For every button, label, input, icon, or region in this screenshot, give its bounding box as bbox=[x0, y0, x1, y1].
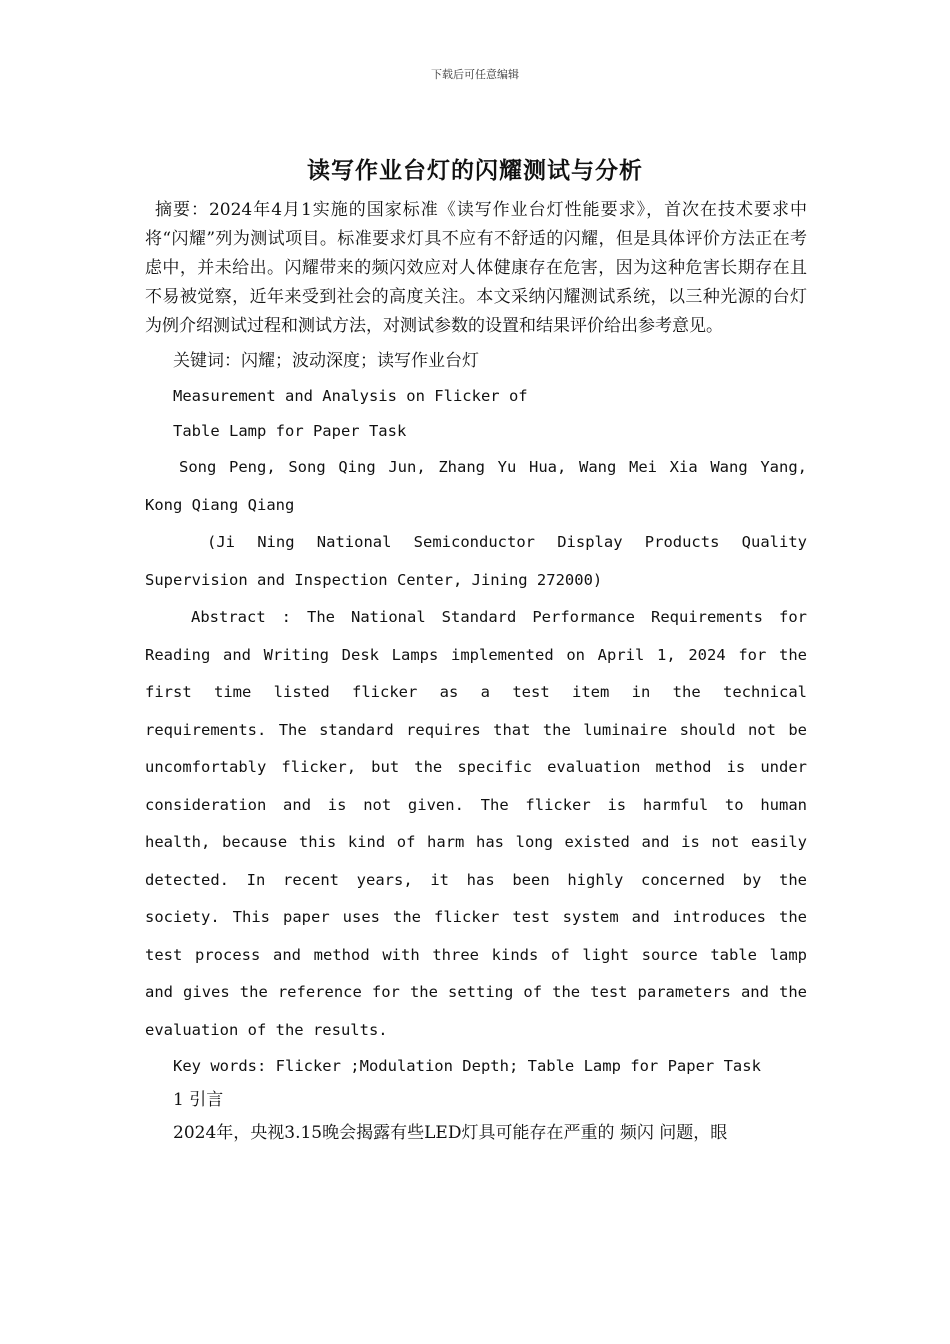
abstract-en: Abstract : The National Standard Performance Requirements for Reading and Writing Desk Lamps implemented on April 1, 2024 for the first time listed flicker as a test item in the technical requirements. The standard requires that the luminaire should not be uncomfortably flicker, but the specific evaluation method is under consideration and is not given. The flicker is harmful to human health, because this kind of harm has long existed and is not easily detected. In recent years, it has been highly concerned by the society. This paper uses the flicker test system and introduces the test process and method with three kinds of light source table lamp and gives the reference for the setting of the test parameters and the evaluation of the results. bbox=[145, 608, 807, 1039]
keywords-en: Key words: Flicker ;Modulation Depth; Table Lamp for Paper Task bbox=[173, 1057, 761, 1075]
paper-body bbox=[145, 196, 807, 1150]
authors-en: Song Peng, Song Qing Jun, Zhang Yu Hua, Wang Mei Xia Wang Yang, Kong Qiang Qiang bbox=[145, 458, 807, 514]
paper-title: 读写作业台灯的闪耀测试与分析 bbox=[307, 157, 643, 184]
abstract-zh: 摘要：2024年4月1实施的国家标准《读写作业台灯性能要求》，首次在技术要求中将“闪耀”列为测试项目。标准要求灯具不应有不舒适的闪耀，但是具体评价方法正在考虑中，并未给出。闪耀带来的频闪效应对人体健康存在危害，因为这种危害长期存在且不易被觉察，近年来受到社会的高度关注。本文采纳闪耀测试系统，以三种光源的台灯为例介绍测试过程和测试方法，对测试参数的设置和结果评价给出参考意见。 bbox=[145, 200, 807, 336]
keywords-zh: 关键词：闪耀；波动深度；读写作业台灯 bbox=[173, 351, 479, 371]
header-note: 下载后可任意编辑 bbox=[431, 68, 519, 81]
title-en-line2: Table Lamp for Paper Task bbox=[173, 422, 407, 440]
section-heading: 1 引言 bbox=[173, 1090, 224, 1110]
affiliation-en: (Ji Ning National Semiconductor Display Products Quality Supervision and Inspection Center, Jining 272000) bbox=[145, 533, 807, 589]
intro-text: 2024年，央视3.15晚会揭露有些LED灯具可能存在严重的 频闪 问题，眼 bbox=[173, 1123, 728, 1143]
title-en-line1: Measurement and Analysis on Flicker of bbox=[173, 387, 528, 405]
